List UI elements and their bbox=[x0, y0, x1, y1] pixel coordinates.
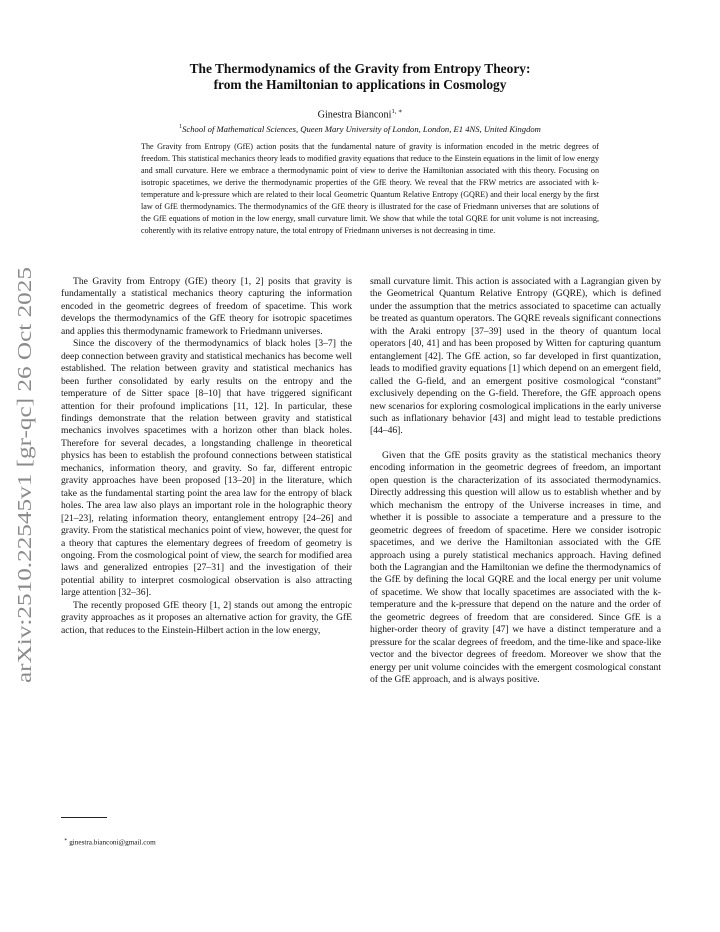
body-paragraph: Since the discovery of the thermodynamics of black holes [3–7] the deep connection between gravity and statistical mechanics has become well established. The relation between gravity and statistical mechanics has been further consolidated by early results on the entropy and the temperature of de Sitter space [8–10] that have triggered significant attention for their profound implications [11, 12]. In particular, these findings demonstrate that the relation between gravity and statistical mechanics involves spacetimes with a horizon other than black holes. Therefore for several decades, a longstanding challenge in theoretical physics has been to establish the profound connections between statistical mechanics, information theory, and gravity. So far, different entropic gravity approaches have been proposed [13–20] in the literature, which take as the fundamental starting point the area law for the entropy of black holes. The area law also plays an important role in the holographic theory [21–23], relating information theory, entanglement entropy [24–26] and gravity. From the statistical mechanics point of view, however, the quest for a theory that captures the elementary degrees of freedom of geometry is ongoing. From the cosmological point of view, the search for modified area laws and generalized entropies [27–31] and the investigation of their potential ability to interpret cosmological observation is also attracting large attention [32–36]. bbox=[61, 338, 352, 599]
body-paragraph: The Gravity from Entropy (GfE) theory [1, 2] posits that gravity is fundamentally a statistical mechanics theory capturing the information encoded in the geometric degrees of freedom of spacetime. This work develops the thermodynamics of the GfE theory for isotropic spacetimes and applies this thermodynamic framework to Friedmann universes. bbox=[61, 276, 352, 337]
footnote bbox=[64, 837, 156, 846]
arxiv-side-stamp bbox=[2, 265, 42, 685]
affiliation bbox=[60, 124, 660, 134]
body-paragraph: Given that the GfE posits gravity as the statistical mechanics theory encoding information in the geometric degrees of freedom, an important open question is the characterization of its associated thermodynamics. Directly addressing this question will allow us to establish whether and by which mechanism the entropy of the Universe increases in time, and whether it is possible to associate a temperature and a pressure to the geometric degrees of freedom of spacetime. Here we consider isotropic spacetimes, and we derive the Hamiltonian associated with the GfE approach using a purely statistical mechanics approach. Having defined both the Lagrangian and the Hamiltonian we define the thermodynamics of the GfE by defining the local GQRE and the local energy per unit volume of spacetime. We show that locally spacetimes are associated with the k-temperature and the k-pressure that depend on the nature and the order of the geometric degrees of freedom that are considered. Since GfE is a higher-order theory of gravity [47] we have a distinct temperature and a pressure for the scalar degrees of freedom, and the time-like and space-like vector and the bivector degrees of freedom. Moreover we show that the energy per unit volume coincides with the emergent cosmological constant of the GfE approach, and is always positive. bbox=[370, 449, 661, 686]
title-line-1: The Thermodynamics of the Gravity from Entropy Theory: bbox=[189, 61, 531, 76]
body-paragraph: The recently proposed GfE theory [1, 2] stands out among the entropic gravity approaches as it proposes an alternative action for gravity, the GfE action, that reduces to the Einstein-Hilbert action in the low energy, bbox=[61, 599, 352, 636]
footnote-email: ginestra.bianconi@gmail.com bbox=[69, 838, 156, 847]
author-line bbox=[100, 107, 620, 120]
abstract: The Gravity from Entropy (GfE) action posits that the fundamental nature of gravity is information encoded in the metric degrees of freedom. This statistical mechanics theory leads to modified gravity equations that reduce to the Einstein equations in the limit of low energy and small curvature. Here we embrace a thermodynamic point of view to derive the Hamiltonian associated with this theory. Focusing on isotropic spacetimes, we derive the thermodynamic properties of the GfE theory. We reveal that the FRW metrics are associated with k-temperature and k-pressure which are related to their local Geometric Quantum Relative Entropy (GQRE) and their local energy by the first law of GfE thermodynamics. The thermodynamics of the GfE theory is illustrated for the case of Friedmann universes that are solutions of the GfE equations of motion in the low energy, small curvature limit. We show that while the total GQRE for unit volume is not increasing, coherently with its relative entropy nature, the total entropy of Friedmann universes is not decreasing in time. bbox=[141, 142, 599, 235]
arxiv-stamp-text: arXiv:2510.22545v1 [gr-qc] 26 Oct 2025 bbox=[14, 352, 36, 683]
body-column-left bbox=[61, 276, 352, 637]
body-column-right bbox=[370, 276, 661, 687]
footnote-mark: ∗ bbox=[64, 838, 68, 843]
title-line-2: from the Hamiltonian to applications in Cosmology bbox=[213, 77, 507, 92]
paper-title bbox=[100, 61, 620, 93]
author-name: Ginestra Bianconi bbox=[317, 109, 392, 121]
affiliation-superscript: 1 bbox=[179, 124, 183, 131]
body-paragraph: small curvature limit. This action is associated with a Lagrangian given by the Geometrical Quantum Relative Entropy (GQRE), which is defined under the assumption that the metrics associated to spacetime can actually be treated as quantum operators. The GQRE reveals significant connections with the Araki entropy [37–39] used in the theory of quantum local operators [40, 41] and has been proposed by Witten for capturing quantum entanglement [42]. The GfE action, so far developed in first quantization, leads to modified gravity equations [1] which depend on an emergent field, called the G-field, and an emergent positive cosmological “constant” exclusively depending on the G-field. Therefore, the GfE approach opens new scenarios for exploring cosmological implications in the early universe such as inflationary behavior [43] and might lead to testable predictions [44–46]. bbox=[370, 276, 661, 437]
affiliation-text: School of Mathematical Sciences, Queen Mary University of London, London, E1 4NS, United Kingdom bbox=[182, 124, 541, 134]
footnote-rule bbox=[61, 817, 107, 818]
author-superscript: 1, ∗ bbox=[391, 108, 403, 115]
